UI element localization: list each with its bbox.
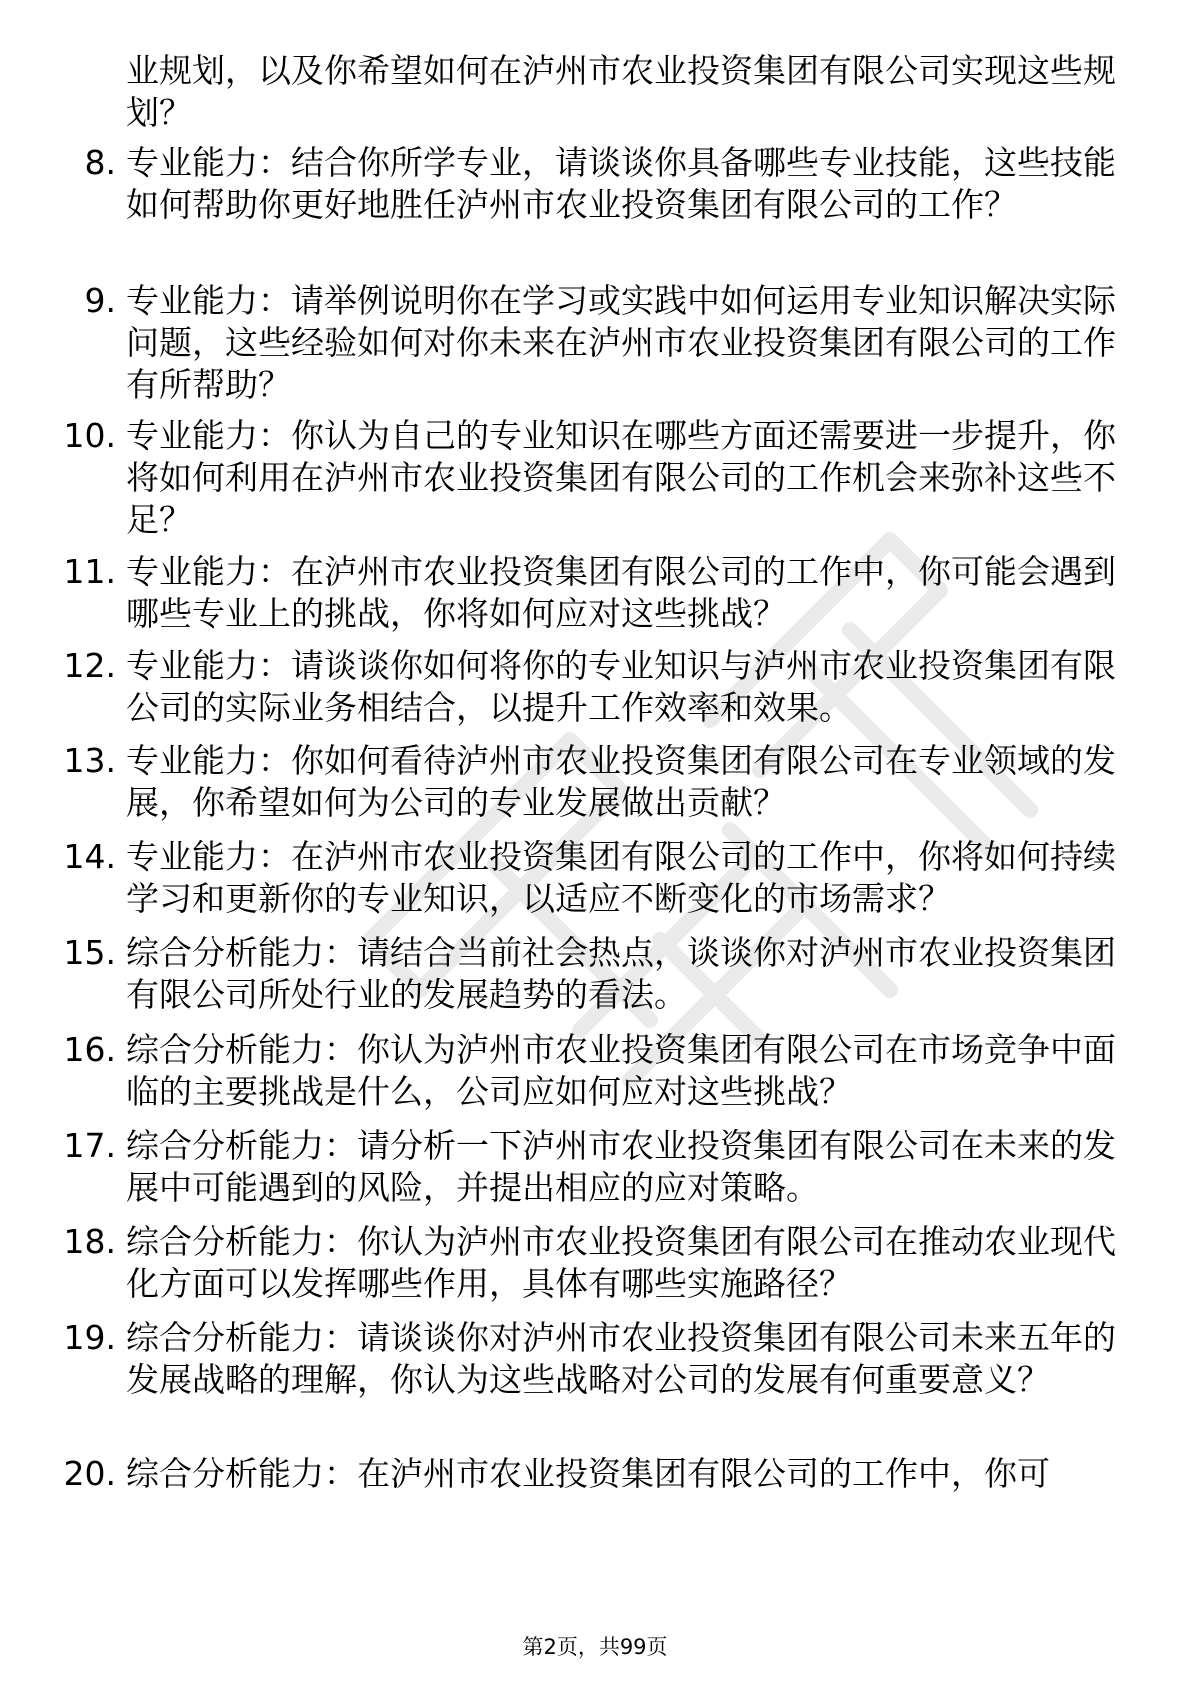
question-number: 17. [63, 1126, 116, 1165]
continuation-text: 业规划，以及你希望如何在泸州市农业投资集团有限公司实现这些规划？ [126, 51, 1116, 132]
question-text: 专业能力：你认为自己的专业知识在哪些方面还需要进一步提升，你将如何利用在泸州市农业投资集团有限公司的工作机会来弥补这些不足？ [126, 416, 1116, 539]
page-number-label: 第2页，共99页 [522, 1635, 668, 1659]
question-text: 专业能力：在泸州市农业投资集团有限公司的工作中，你将如何持续学习和更新你的专业知识，以适应不断变化的市场需求？ [126, 837, 1116, 918]
continuation-paragraph [126, 50, 1116, 134]
question-text: 综合分析能力：请谈谈你对泸州市农业投资集团有限公司未来五年的发展战略的理解，你认为这些战略对公司的发展有何重要意义？ [126, 1318, 1116, 1399]
question-number: 18. [63, 1222, 116, 1261]
question-text: 综合分析能力：请分析一下泸州市农业投资集团有限公司在未来的发展中可能遇到的风险，并提出相应的应对策略。 [126, 1126, 1116, 1207]
question-text: 专业能力：在泸州市农业投资集团有限公司的工作中，你可能会遇到哪些专业上的挑战，你将如何应对这些挑战？ [126, 552, 1116, 633]
question-number: 20. [63, 1454, 116, 1493]
question-text: 专业能力：结合你所学专业，请谈谈你具备哪些专业技能，这些技能如何帮助你更好地胜任泸州市农业投资集团有限公司的工作？ [126, 143, 1116, 224]
question-number: 15. [63, 933, 116, 972]
question-text: 综合分析能力：你认为泸州市农业投资集团有限公司在推动农业现代化方面可以发挥哪些作用，具体有哪些实施路径？ [126, 1222, 1116, 1303]
question-number: 12. [63, 646, 116, 685]
question-number: 19. [63, 1318, 116, 1357]
question-number: 16. [63, 1030, 116, 1069]
question-text: 综合分析能力：你认为泸州市农业投资集团有限公司在市场竞争中面临的主要挑战是什么，公司应如何应对这些挑战？ [126, 1030, 1116, 1111]
question-text: 专业能力：请谈谈你如何将你的专业知识与泸州市农业投资集团有限公司的实际业务相结合，以提升工作效率和效果。 [126, 646, 1116, 727]
question-text: 专业能力：你如何看待泸州市农业投资集团有限公司在专业领域的发展，你希望如何为公司的专业发展做出贡献？ [126, 741, 1116, 822]
question-number: 14. [63, 837, 116, 876]
question-number: 11. [63, 552, 116, 591]
question-number: 10. [63, 416, 116, 455]
question-text: 专业能力：请举例说明你在学习或实践中如何运用专业知识解决实际问题，这些经验如何对你未来在泸州市农业投资集团有限公司的工作有所帮助？ [126, 281, 1116, 404]
question-number: 13. [63, 741, 116, 780]
question-number: 8. [84, 143, 116, 182]
question-number: 9. [84, 281, 116, 320]
page-footer [0, 1634, 1190, 1660]
question-text: 综合分析能力：在泸州市农业投资集团有限公司的工作中，你可 [126, 1454, 1050, 1493]
question-text: 综合分析能力：请结合当前社会热点，谈谈你对泸州市农业投资集团有限公司所处行业的发展趋势的看法。 [126, 933, 1116, 1014]
